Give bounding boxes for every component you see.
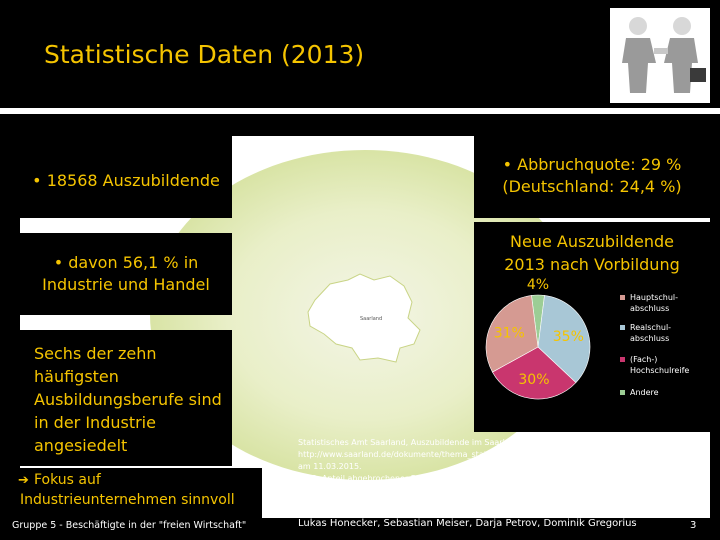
footer-authors: Lukas Honecker, Sebastian Meiser, Darja Petrov, Dominik Gregorius — [298, 518, 637, 529]
footer-group: Gruppe 5 - Beschäftigte in der "freien Wirtschaft" — [12, 520, 247, 531]
legend-label-2: (Fach-) Hochschulreife — [630, 355, 690, 375]
source-citation-1: Statistisches Amt Saarland, Auszubildende im Saarland 2013, in: http://www.saarland.de/dokumente/thema_statistik/STALA_BER_BII5-J-13.pdf, abgerufen am 11.03.2015. — [298, 438, 651, 471]
card-abbruchquote — [474, 136, 710, 218]
legend-swatch-0 — [620, 295, 625, 300]
saarland-map-label: Saarland — [360, 316, 383, 322]
saarland-map — [300, 270, 430, 370]
card-auszubildende-text: • 18568 Auszubildende — [32, 171, 220, 190]
pie-label-3: 4% — [526, 277, 550, 293]
legend-swatch-3 — [620, 390, 625, 395]
card-industrie-handel-text: • davon 56,1 % in Industrie und Handel — [42, 253, 210, 294]
chart-title: Neue Auszubildende 2013 nach Vorbildung — [504, 232, 680, 274]
pie-label-2: 30% — [518, 371, 550, 388]
card-industrie-handel — [20, 233, 232, 315]
legend-label-3: Andere — [630, 388, 659, 397]
card-ausbildungsberufe-text: Sechs der zehn häufigsten Ausbildungsberufe sind in der Industrie angesiedelt — [34, 344, 222, 455]
legend-swatch-2 — [620, 357, 625, 362]
slide-title: Statistische Daten (2013) — [44, 40, 365, 69]
pie-label-1: 35% — [552, 329, 584, 346]
page-number: 3 — [690, 520, 697, 531]
card-auszubildende — [20, 136, 232, 218]
card-ausbildungsberufe — [20, 330, 232, 466]
card-fokus — [12, 468, 262, 518]
legend-label-0: Hauptschul-abschluss — [630, 293, 679, 313]
title-divider — [0, 108, 720, 114]
card-abbruchquote-text: • Abbruchquote: 29 % (Deutschland: 24,4 %) — [502, 155, 682, 196]
arrow-right-icon: ➔ — [18, 473, 29, 488]
source-citations — [298, 437, 658, 509]
legend-label-1: Realschul-abschluss — [630, 323, 672, 343]
card-fokus-text: Fokus auf Industrieunternehmen sinnvoll — [20, 472, 235, 508]
business-handshake-image — [610, 8, 710, 103]
legend-swatch-1 — [620, 325, 625, 330]
source-citation-2: BIBB, Anteil abgebrochener Berufsausbildungen nach Bundesländern im Jahr 2011, in: http://de.statista.com/statistik/daten/studie/252052/umfrage/anteil-abgebrochener-ausbildungen-in-deutschland-nach-bundeslaendern/, abgerufen am 11.03.2015. — [298, 474, 644, 507]
pie-label-0: 31% — [493, 325, 525, 342]
